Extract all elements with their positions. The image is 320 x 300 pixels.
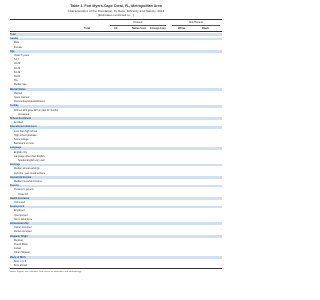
row-label: 40-49 (14, 70, 21, 74)
table-row (10, 142, 222, 146)
table-row (10, 251, 222, 255)
row-label: 50-64 (14, 75, 21, 78)
section-row (10, 104, 222, 108)
row-label: Persons in poverty (14, 188, 34, 192)
row-label: Employment (10, 205, 25, 209)
row-label: Total (10, 33, 16, 36)
row-label: Language (10, 146, 22, 150)
table-row (10, 130, 222, 134)
table-row (10, 155, 222, 159)
table-row (10, 218, 222, 222)
table-row (10, 193, 222, 197)
group-rule-non-hispanic (172, 25, 220, 26)
table-row (10, 180, 222, 184)
table-row (10, 260, 222, 264)
section-row (10, 146, 222, 150)
section-row (10, 176, 222, 180)
row-label: Enrolled (14, 121, 23, 125)
row-label: Household Income (10, 175, 32, 179)
section-row (10, 88, 222, 92)
row-label: Renter-occupied (14, 230, 32, 234)
section-row (10, 33, 222, 37)
row-label: Median household income (14, 180, 42, 183)
group-header-non-hispanic: Non-Hispanic (188, 21, 204, 24)
row-label: Under 5 years (14, 54, 30, 57)
row-label: Marital Status (10, 87, 26, 91)
table-row (10, 172, 222, 176)
row-label: Some college (14, 138, 29, 141)
section-row (10, 37, 222, 41)
table-row (10, 41, 222, 45)
table-row (10, 134, 222, 138)
table-row (10, 138, 222, 142)
row-label: 5-17 (14, 58, 19, 62)
row-label: 18-29 (14, 62, 21, 66)
row-label: Hispanic Origin (10, 234, 28, 238)
row-label: Age (10, 49, 15, 53)
row-label: 30-39 (14, 66, 21, 70)
col-header-native-born: Native born (132, 27, 147, 30)
table-row (10, 96, 222, 100)
page-title: Table 1. Fort Myers-Cape Coral, FL, Metropolitan Area (70, 4, 162, 8)
table-row (10, 243, 222, 247)
col-header-white: White (178, 27, 186, 30)
section-row (10, 205, 222, 209)
table-row (10, 188, 222, 192)
table-row (10, 239, 222, 243)
row-label: Gender (10, 37, 19, 41)
row-label: Women who gave birth in past 12 months (14, 108, 58, 112)
table-row (10, 209, 222, 213)
row-label: Employed (14, 209, 25, 213)
col-header-foreign-born: Foreign born (150, 27, 166, 30)
row-label: Married (14, 91, 23, 95)
row-label: Owner-occupied (14, 226, 32, 230)
table-bottom-rule (10, 268, 222, 269)
table-row (10, 46, 222, 50)
row-label: Not in labor force (14, 217, 33, 221)
row-label: 65+ (14, 79, 19, 83)
row-label: Under 18 (18, 192, 28, 196)
row-label: Earnings (10, 163, 21, 167)
row-label: Homeownership (10, 222, 29, 225)
page-subtitle-2: (Estimates restricted to ...) (97, 13, 135, 17)
section-row (10, 117, 222, 121)
table-row (10, 201, 222, 205)
table-row (10, 79, 222, 83)
row-label: Other Hispanic (14, 251, 30, 255)
row-label: Median age (14, 83, 27, 87)
row-label: Uninsured (14, 201, 25, 204)
header-rule-bottom (10, 31, 222, 32)
section-row (10, 184, 222, 188)
footnote: Notes: Figures are estimates. See source for definitions and methodology. (10, 271, 82, 273)
section-row (10, 163, 222, 167)
row-label: Bachelor's or more (14, 142, 34, 146)
row-label: Place of Birth (10, 255, 26, 259)
table-row (10, 67, 222, 71)
table-row (10, 214, 222, 218)
section-row (10, 50, 222, 54)
row-label: Mexican (14, 238, 23, 242)
row-label: School Enrollment (10, 117, 32, 120)
table-row (10, 62, 222, 66)
row-label: Educational Attainment (10, 125, 37, 129)
col-header-black: Black (202, 27, 209, 30)
col-header-total: Total (84, 27, 91, 30)
row-label: Born in U.S. (14, 259, 27, 263)
header-rule-top (10, 19, 222, 20)
row-label: Fertility (10, 104, 19, 108)
row-label: Poverty (10, 184, 19, 188)
row-label: High school graduate (14, 133, 37, 137)
row-label: English only (14, 150, 27, 154)
table-row (10, 167, 222, 171)
table-row (10, 226, 222, 230)
table-row (10, 159, 222, 163)
table-row (10, 121, 222, 125)
table-row (10, 100, 222, 104)
table-row (10, 71, 222, 75)
table-row (10, 58, 222, 62)
row-label: Speaks English very well (18, 159, 45, 162)
table-row (10, 151, 222, 155)
row-label: Female (14, 45, 22, 49)
section-row (10, 222, 222, 226)
row-label: Unemployed (14, 213, 28, 217)
row-label: Unmarried (18, 112, 30, 116)
section-row (10, 125, 222, 129)
section-row (10, 235, 222, 239)
table-row (10, 113, 222, 117)
row-label: Never married (14, 96, 30, 99)
row-label: Median annual earnings (14, 167, 40, 171)
row-label: Full-time, year-round workers (14, 171, 46, 175)
row-label: Language other than English (14, 154, 45, 158)
row-label: Male (14, 41, 20, 45)
table-row (10, 75, 222, 79)
row-label: Divorced/separated/widowed (14, 100, 45, 104)
row-label: Cuban (14, 247, 22, 251)
row-label: Less than high school (14, 129, 38, 133)
table-row (10, 92, 222, 96)
table-row (10, 247, 222, 251)
section-row (10, 256, 222, 260)
page-subtitle-1: Characteristics of the Population, by Race, Ethnicity and Nativity: 2014 (67, 9, 165, 13)
row-label: Health Insurance (10, 196, 30, 200)
group-header-hispanic: Hispanic (133, 21, 143, 24)
row-label: Puerto Rican (14, 243, 28, 246)
table-row (10, 83, 222, 87)
section-row (10, 197, 222, 201)
group-rule-hispanic (110, 25, 166, 26)
table-row (10, 230, 222, 234)
table-row (10, 54, 222, 58)
col-header-all: All (114, 27, 118, 30)
table-row (10, 109, 222, 113)
row-label: Born abroad (14, 264, 28, 267)
